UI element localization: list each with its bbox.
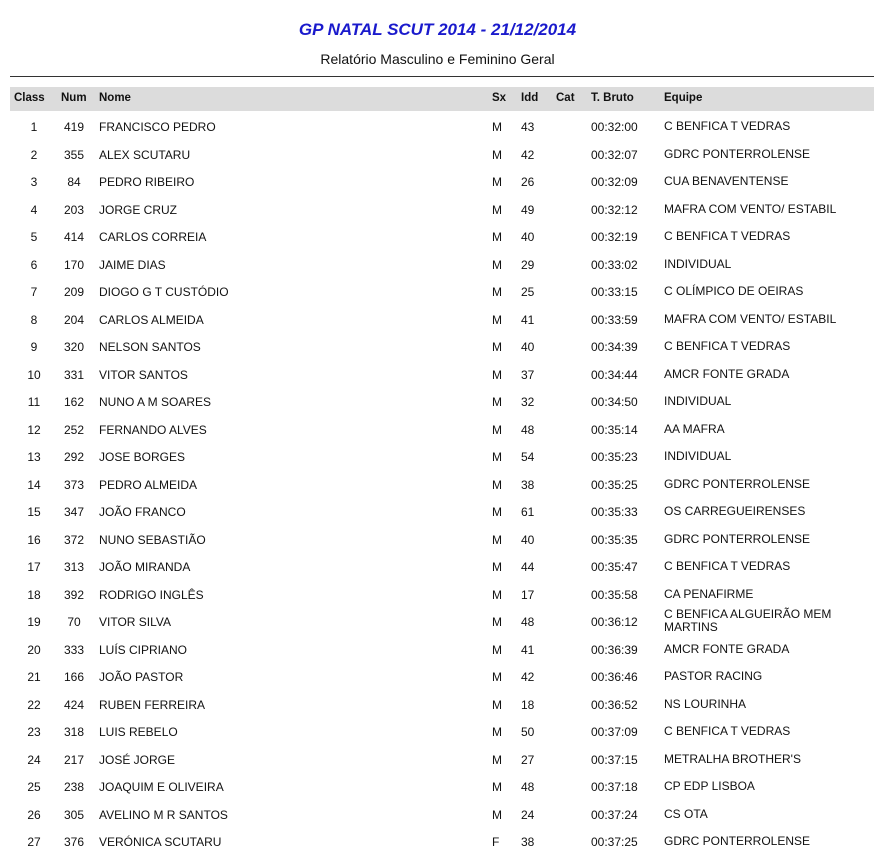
cell-team: C OLÍMPICO DE OEIRAS (664, 284, 804, 298)
cell-idd: 27 (521, 752, 535, 767)
header-divider (10, 76, 874, 77)
cell-sx: M (492, 587, 502, 602)
cell-num: 203 (63, 202, 85, 217)
cell-team: GDRC PONTERROLENSE (664, 146, 811, 161)
cell-class: 7 (30, 285, 38, 299)
cell-class: 6 (30, 257, 38, 272)
cell-team: INDIVIDUAL (664, 394, 732, 408)
cell-name: VERÓNICA SCUTARU (99, 835, 222, 849)
cell-sx: M (492, 422, 502, 437)
cell-name: VITOR SILVA (99, 615, 172, 629)
cell-time: 00:36:52 (591, 697, 638, 712)
cell-num: 372 (63, 532, 85, 547)
cell-name: NELSON SANTOS (99, 340, 201, 354)
cell-time: 00:36:46 (591, 670, 638, 684)
cell-team: AA MAFRA (664, 421, 725, 436)
cell-idd: 29 (521, 257, 535, 272)
cell-num: 355 (63, 147, 85, 162)
cell-name: JOÃO MIRANDA (99, 560, 191, 574)
cell-sx: M (492, 312, 502, 327)
cell-num: 84 (67, 175, 81, 189)
cell-time: 00:32:00 (591, 120, 638, 134)
cell-class: 8 (30, 312, 38, 327)
cell-idd: 41 (521, 642, 535, 657)
cell-idd: 41 (521, 312, 535, 327)
cell-name: DIOGO G T CUSTÓDIO (99, 285, 229, 299)
cell-time: 00:32:12 (591, 202, 638, 217)
cell-class: 20 (27, 642, 41, 657)
cell-time: 00:36:39 (591, 642, 638, 657)
cell-sx: M (492, 532, 502, 547)
cell-time: 00:35:47 (591, 560, 638, 574)
cell-num: 70 (67, 615, 81, 629)
cell-class: 11 (27, 395, 41, 409)
cell-class: 10 (27, 367, 41, 382)
table-row (10, 139, 874, 167)
cell-name: JOÃO FRANCO (99, 505, 186, 519)
cell-team: METRALHA BROTHER'S (664, 751, 801, 766)
cell-sx: M (492, 340, 502, 354)
table-row (10, 496, 874, 524)
header-idd: Idd (521, 92, 539, 104)
header-name: Nome (99, 92, 131, 104)
cell-sx: M (492, 725, 502, 739)
cell-team: GDRC PONTERROLENSE (664, 834, 811, 848)
cell-name: VITOR SANTOS (99, 367, 188, 382)
cell-name: JOÃO PASTOR (99, 670, 184, 684)
cell-class: 14 (27, 477, 41, 492)
cell-sx: M (492, 120, 502, 134)
cell-name: CARLOS CORREIA (99, 230, 207, 244)
cell-time: 00:35:35 (591, 532, 638, 547)
cell-team: C BENFICA T VEDRAS (664, 119, 791, 133)
cell-idd: 40 (521, 340, 535, 354)
cell-idd: 24 (521, 807, 535, 822)
cell-idd: 25 (521, 285, 535, 299)
table-header (10, 87, 874, 111)
cell-team: C BENFICA T VEDRAS (664, 724, 791, 738)
table-row (10, 414, 874, 442)
cell-num: 204 (63, 312, 85, 327)
cell-sx: M (492, 780, 502, 794)
cell-sx: M (492, 642, 502, 657)
cell-num: 166 (63, 670, 85, 684)
cell-idd: 37 (521, 367, 535, 382)
table-row (10, 826, 874, 854)
cell-sx: M (492, 395, 502, 409)
header-num: Num (61, 92, 87, 104)
cell-name: ALEX SCUTARU (99, 147, 191, 162)
table-row (10, 689, 874, 717)
table-row (10, 771, 874, 799)
cell-sx: M (492, 147, 502, 162)
table-row (10, 194, 874, 222)
cell-team: C BENFICA T VEDRAS (664, 339, 791, 353)
cell-time: 00:32:09 (591, 175, 638, 189)
cell-time: 00:37:25 (591, 835, 638, 849)
cell-name: FERNANDO ALVES (99, 422, 207, 437)
cell-class: 15 (27, 505, 41, 519)
cell-sx: M (492, 505, 502, 519)
cell-time: 00:37:18 (591, 780, 638, 794)
cell-team: C BENFICA T VEDRAS (664, 559, 791, 573)
cell-name: AVELINO M R SANTOS (99, 807, 228, 822)
header-team: Equipe (664, 92, 703, 104)
table-row (10, 221, 874, 249)
cell-sx: M (492, 175, 502, 189)
cell-time: 00:37:09 (591, 725, 638, 739)
cell-sx: M (492, 670, 502, 684)
cell-idd: 18 (521, 697, 535, 712)
cell-team: PASTOR RACING (664, 669, 763, 683)
cell-idd: 49 (521, 202, 535, 217)
table-row (10, 249, 874, 277)
cell-num: 331 (63, 367, 85, 382)
table-row (10, 606, 874, 634)
cell-time: 00:35:58 (591, 587, 638, 602)
cell-num: 376 (63, 835, 85, 849)
cell-sx: M (492, 697, 502, 712)
cell-idd: 48 (521, 422, 535, 437)
cell-class: 17 (27, 560, 41, 574)
cell-time: 00:34:44 (591, 367, 638, 382)
header-time: T. Bruto (591, 92, 634, 104)
cell-time: 00:35:33 (591, 505, 638, 519)
cell-class: 16 (27, 532, 41, 547)
cell-idd: 50 (521, 725, 535, 739)
cell-num: 162 (63, 395, 85, 409)
table-row (10, 441, 874, 469)
cell-class: 21 (27, 670, 41, 684)
cell-team: C BENFICA ALGUEIRÃO MEM MARTINS (664, 607, 832, 634)
cell-num: 170 (63, 257, 85, 272)
cell-name: PEDRO RIBEIRO (99, 175, 195, 189)
cell-sx: M (492, 202, 502, 217)
cell-idd: 38 (521, 835, 535, 849)
cell-team: CP EDP LISBOA (664, 779, 755, 793)
cell-idd: 43 (521, 120, 535, 134)
table-row (10, 111, 874, 139)
cell-num: 305 (63, 807, 85, 822)
cell-sx: M (492, 807, 502, 822)
cell-name: JOSÉ JORGE (99, 752, 176, 767)
cell-time: 00:33:02 (591, 257, 638, 272)
cell-name: FRANCISCO PEDRO (99, 120, 216, 134)
cell-idd: 40 (521, 532, 535, 547)
cell-num: 313 (63, 560, 85, 574)
cell-team: INDIVIDUAL (664, 256, 732, 271)
cell-team: GDRC PONTERROLENSE (664, 531, 811, 546)
cell-time: 00:37:24 (591, 807, 638, 822)
cell-sx: M (492, 257, 502, 272)
table-row (10, 359, 874, 387)
cell-team: MAFRA COM VENTO/ ESTABIL (664, 311, 837, 326)
cell-sx: M (492, 615, 502, 629)
cell-num: 373 (63, 477, 85, 492)
cell-idd: 40 (521, 230, 535, 244)
cell-team: CS OTA (664, 806, 708, 821)
cell-name: NUNO A M SOARES (99, 395, 212, 409)
cell-time: 00:36:12 (591, 615, 638, 629)
cell-time: 00:34:39 (591, 340, 638, 354)
cell-num: 347 (63, 505, 85, 519)
cell-num: 209 (63, 285, 85, 299)
cell-time: 00:35:23 (591, 450, 638, 464)
cell-sx: M (492, 450, 502, 464)
cell-name: RODRIGO INGLÊS (99, 587, 204, 602)
cell-class: 22 (27, 697, 41, 712)
cell-num: 292 (63, 450, 85, 464)
table-row (10, 661, 874, 689)
results-table (10, 111, 874, 854)
cell-time: 00:32:19 (591, 230, 638, 244)
cell-class: 4 (30, 202, 38, 217)
cell-class: 19 (27, 615, 41, 629)
cell-idd: 32 (521, 395, 535, 409)
header-cat: Cat (556, 92, 575, 104)
cell-num: 320 (63, 340, 85, 354)
table-row (10, 386, 874, 414)
cell-class: 5 (30, 230, 38, 244)
cell-name: NUNO SEBASTIÃO (99, 532, 206, 547)
table-row (10, 166, 874, 194)
cell-team: OS CARREGUEIRENSES (664, 504, 806, 518)
cell-class: 26 (27, 807, 41, 822)
cell-idd: 54 (521, 450, 535, 464)
cell-time: 00:33:15 (591, 285, 638, 299)
cell-class: 13 (27, 450, 41, 464)
cell-time: 00:35:25 (591, 477, 638, 492)
cell-sx: M (492, 560, 502, 574)
cell-idd: 44 (521, 560, 535, 574)
cell-class: 3 (30, 175, 38, 189)
cell-sx: M (492, 752, 502, 767)
cell-num: 333 (63, 642, 85, 657)
cell-time: 00:34:50 (591, 395, 638, 409)
cell-name: JOAQUIM E OLIVEIRA (99, 780, 224, 794)
cell-idd: 42 (521, 670, 535, 684)
table-row (10, 799, 874, 827)
table-row (10, 716, 874, 744)
cell-team: MAFRA COM VENTO/ ESTABIL (664, 201, 837, 216)
table-row (10, 469, 874, 497)
table-row (10, 276, 874, 304)
report-subtitle: Relatório Masculino e Feminino Geral (320, 51, 555, 67)
cell-team: INDIVIDUAL (664, 449, 732, 463)
cell-class: 1 (30, 120, 38, 134)
cell-idd: 61 (521, 505, 535, 519)
cell-num: 217 (63, 752, 85, 767)
cell-class: 25 (27, 780, 41, 794)
cell-class: 27 (27, 835, 41, 849)
table-row (10, 634, 874, 662)
cell-idd: 42 (521, 147, 535, 162)
cell-num: 252 (63, 422, 85, 437)
cell-time: 00:32:07 (591, 147, 638, 162)
cell-class: 12 (27, 422, 41, 437)
cell-class: 9 (30, 340, 38, 354)
cell-name: JORGE CRUZ (99, 202, 177, 217)
cell-class: 2 (30, 147, 38, 162)
cell-num: 238 (63, 780, 85, 794)
cell-team: GDRC PONTERROLENSE (664, 476, 811, 491)
cell-sx: F (492, 835, 500, 849)
cell-name: CARLOS ALMEIDA (99, 312, 204, 327)
cell-num: 392 (63, 587, 85, 602)
cell-idd: 38 (521, 477, 535, 492)
cell-name: LUIS REBELO (99, 725, 178, 739)
cell-idd: 17 (521, 587, 535, 602)
table-row (10, 551, 874, 579)
cell-time: 00:33:59 (591, 312, 638, 327)
header-class: Class (14, 92, 45, 104)
cell-name: JOSE BORGES (99, 450, 186, 464)
cell-class: 24 (27, 752, 41, 767)
cell-num: 414 (63, 230, 85, 244)
cell-team: CUA BENAVENTENSE (664, 174, 789, 188)
cell-sx: M (492, 367, 502, 382)
cell-team: AMCR FONTE GRADA (664, 366, 790, 381)
cell-name: LUÍS CIPRIANO (99, 642, 188, 657)
header-sx: Sx (492, 92, 507, 104)
table-row (10, 744, 874, 772)
table-row (10, 579, 874, 607)
cell-sx: M (492, 477, 502, 492)
cell-name: JAIME DIAS (99, 257, 166, 272)
cell-team: CA PENAFIRME (664, 586, 754, 601)
cell-sx: M (492, 285, 502, 299)
cell-class: 18 (27, 587, 41, 602)
report-title: GP NATAL SCUT 2014 - 21/12/2014 (298, 20, 577, 39)
table-row (10, 524, 874, 552)
cell-num: 318 (63, 725, 85, 739)
cell-num: 424 (63, 697, 85, 712)
cell-team: AMCR FONTE GRADA (664, 641, 790, 656)
cell-idd: 48 (521, 615, 535, 629)
cell-sx: M (492, 230, 502, 244)
cell-num: 419 (63, 120, 85, 134)
cell-idd: 26 (521, 175, 535, 189)
cell-time: 00:35:14 (591, 422, 638, 437)
cell-name: RUBEN FERREIRA (99, 697, 206, 712)
cell-name: PEDRO ALMEIDA (99, 477, 198, 492)
cell-class: 23 (27, 725, 41, 739)
table-row (10, 304, 874, 332)
table-row (10, 331, 874, 359)
cell-idd: 48 (521, 780, 535, 794)
cell-time: 00:37:15 (591, 752, 638, 767)
cell-team: NS LOURINHA (664, 696, 747, 711)
cell-team: C BENFICA T VEDRAS (664, 229, 791, 243)
